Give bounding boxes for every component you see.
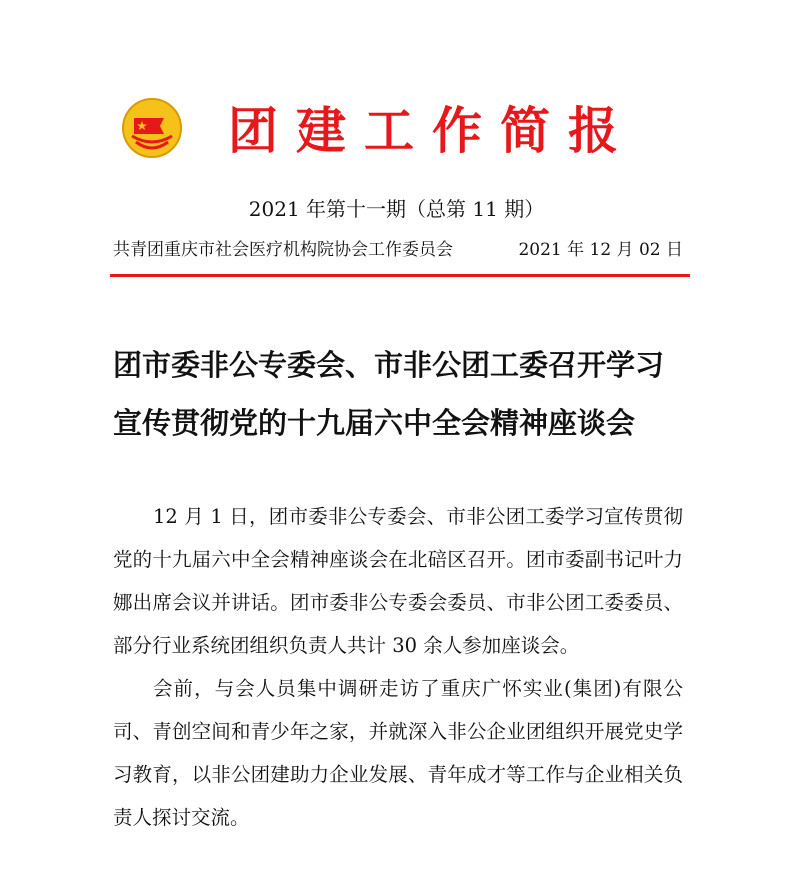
article-paragraph-1: 12 月 1 日，团市委非公专委会、市非公团工委学习宣传贯彻党的十九届六中全会精神座谈会在北碚区召开。团市委副书记叶力娜出席会议并讲话。团市委非公专委会委员、市非公团工委委员、部分行业系统团组织负责人共计 30 余人参加座谈会。 [113,505,683,657]
publisher-line [113,236,683,264]
issue-number: 2021 年第十一期（总第 11 期） [248,197,545,221]
article-body [113,495,683,839]
bulletin-masthead-title: 团建工作简报 [228,101,636,160]
article-title-line-1: 团市委非公专委会、市非公团工委召开学习 [113,348,665,382]
header-divider [110,274,690,277]
article-title [113,336,693,452]
publish-date: 2021 年 12 月 02 日 [518,240,683,260]
communist-youth-league-emblem-icon [120,96,184,160]
article-title-line-2: 宣传贯彻党的十九届六中全会精神座谈会 [113,406,636,440]
publisher-name: 共青团重庆市社会医疗机构院协会工作委员会 [113,240,453,260]
article-paragraph-2: 会前，与会人员集中调研走访了重庆广怀实业(集团)有限公司、青创空间和青少年之家，并就深入非公企业团组织开展党史学习教育，以非公团建助力企业发展、青年成才等工作与企业相关负责人探讨交流。 [113,677,683,829]
